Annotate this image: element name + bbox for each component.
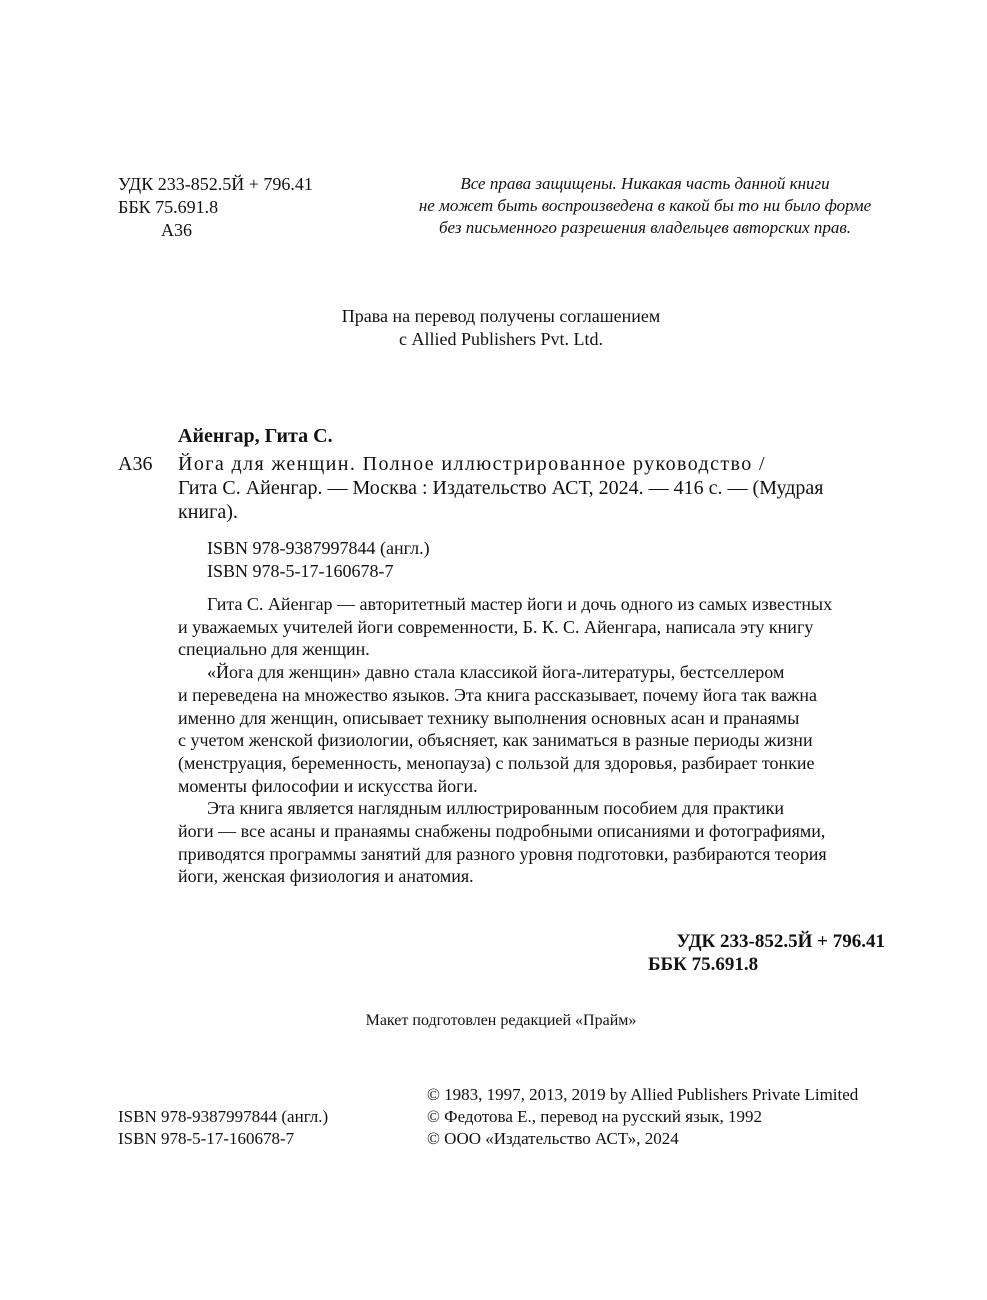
copyright-line: © Федотова Е., перевод на русский язык, 1992: [427, 1107, 762, 1126]
annotation-line: йоги, женская физиология и анатомия.: [178, 866, 474, 887]
copyright-block: [427, 1084, 858, 1150]
annotation-line: и переведена на множество языков. Эта книга рассказывает, почему йога так важна: [178, 684, 817, 705]
annotation-line: с учетом женской физиологии, объясняет, как заниматься в разные периоды жизни: [178, 730, 813, 751]
annotation-line: (менструация, беременность, менопауза) с пользой для здоровья, разбирает тонкие: [178, 752, 815, 773]
annotation-line: специально для женщин.: [178, 639, 370, 660]
author-heading: Айенгар, Гита С.: [178, 425, 333, 447]
isbn-line: ISBN 978-5-17-160678-7: [118, 1129, 295, 1148]
header-author-mark: А36: [161, 220, 192, 240]
biblio-line: Гита С. Айенгар. — Москва : Издательство АСТ, 2024. — 416 с. — (Мудрая: [178, 477, 824, 499]
classification-codes: [500, 930, 885, 976]
rights-line: Все права защищены. Никакая часть данной книги: [460, 174, 830, 193]
header-bbk: ББК 75.691.8: [118, 197, 219, 217]
biblio-line: Йога для женщин. Полное иллюстрированное руководство /: [178, 453, 766, 475]
rights-notice: [400, 173, 890, 239]
annotation-line: «Йога для женщин» давно стала классикой йога-литературы, бестселлером: [207, 662, 785, 683]
isbn-line: ISBN 978-5-17-160678-7: [207, 561, 394, 581]
isbn-line: ISBN 978-9387997844 (англ.): [207, 538, 430, 558]
header-udk: УДК 233-852.5Й + 796.41: [118, 174, 313, 194]
annotation-line: Гита С. Айенгар — авторитетный мастер йоги и дочь одного из самых известных: [207, 594, 833, 614]
layout-note: Макет подготовлен редакцией «Прайм»: [365, 1012, 637, 1029]
isbn-block: [207, 537, 430, 583]
annotation: [178, 593, 886, 888]
copyright-line: © ООО «Издательство АСТ», 2024: [427, 1129, 679, 1148]
bbk-code: ББК 75.691.8: [648, 954, 759, 975]
udk-code: УДК 233-852.5Й + 796.41: [676, 931, 885, 952]
annotation-line: и уважаемых учителей йоги современности, Б. К. С. Айенгара, написала эту книгу: [178, 616, 814, 637]
annotation-line: йоги — все асаны и пранаямы снабжены подробными описаниями и фотографиями,: [178, 821, 826, 842]
rights-line: не может быть воспроизведена в какой бы то ни было форме: [418, 196, 872, 215]
annotation-line: именно для женщин, описывает технику выполнения основных асан и пранаямы: [178, 707, 800, 728]
bibliographic-description: [178, 452, 886, 524]
annotation-line: приводятся программы занятий для разного уровня подготовки, разбираются теория: [178, 843, 827, 864]
translation-line: с Allied Publishers Pvt. Ltd.: [399, 329, 603, 349]
author-mark-code: А36: [118, 453, 153, 475]
annotation-line: Эта книга является наглядным иллюстрированным пособием для практики: [207, 798, 785, 819]
isbn-line: ISBN 978-9387997844 (англ.): [118, 1107, 329, 1126]
translation-line: Права на перевод получены соглашением: [341, 306, 661, 326]
rights-line: без письменного разрешения владельцев авторских прав.: [438, 218, 852, 237]
copyright-line: © 1983, 1997, 2013, 2019 by Allied Publishers Private Limited: [427, 1085, 859, 1104]
annotation-line: моменты философии и искусства йоги.: [178, 775, 478, 796]
biblio-line: книга).: [178, 501, 238, 523]
bottom-isbn-block: [118, 1106, 328, 1150]
translation-rights: [0, 305, 987, 351]
header-classification-codes: [118, 173, 313, 242]
